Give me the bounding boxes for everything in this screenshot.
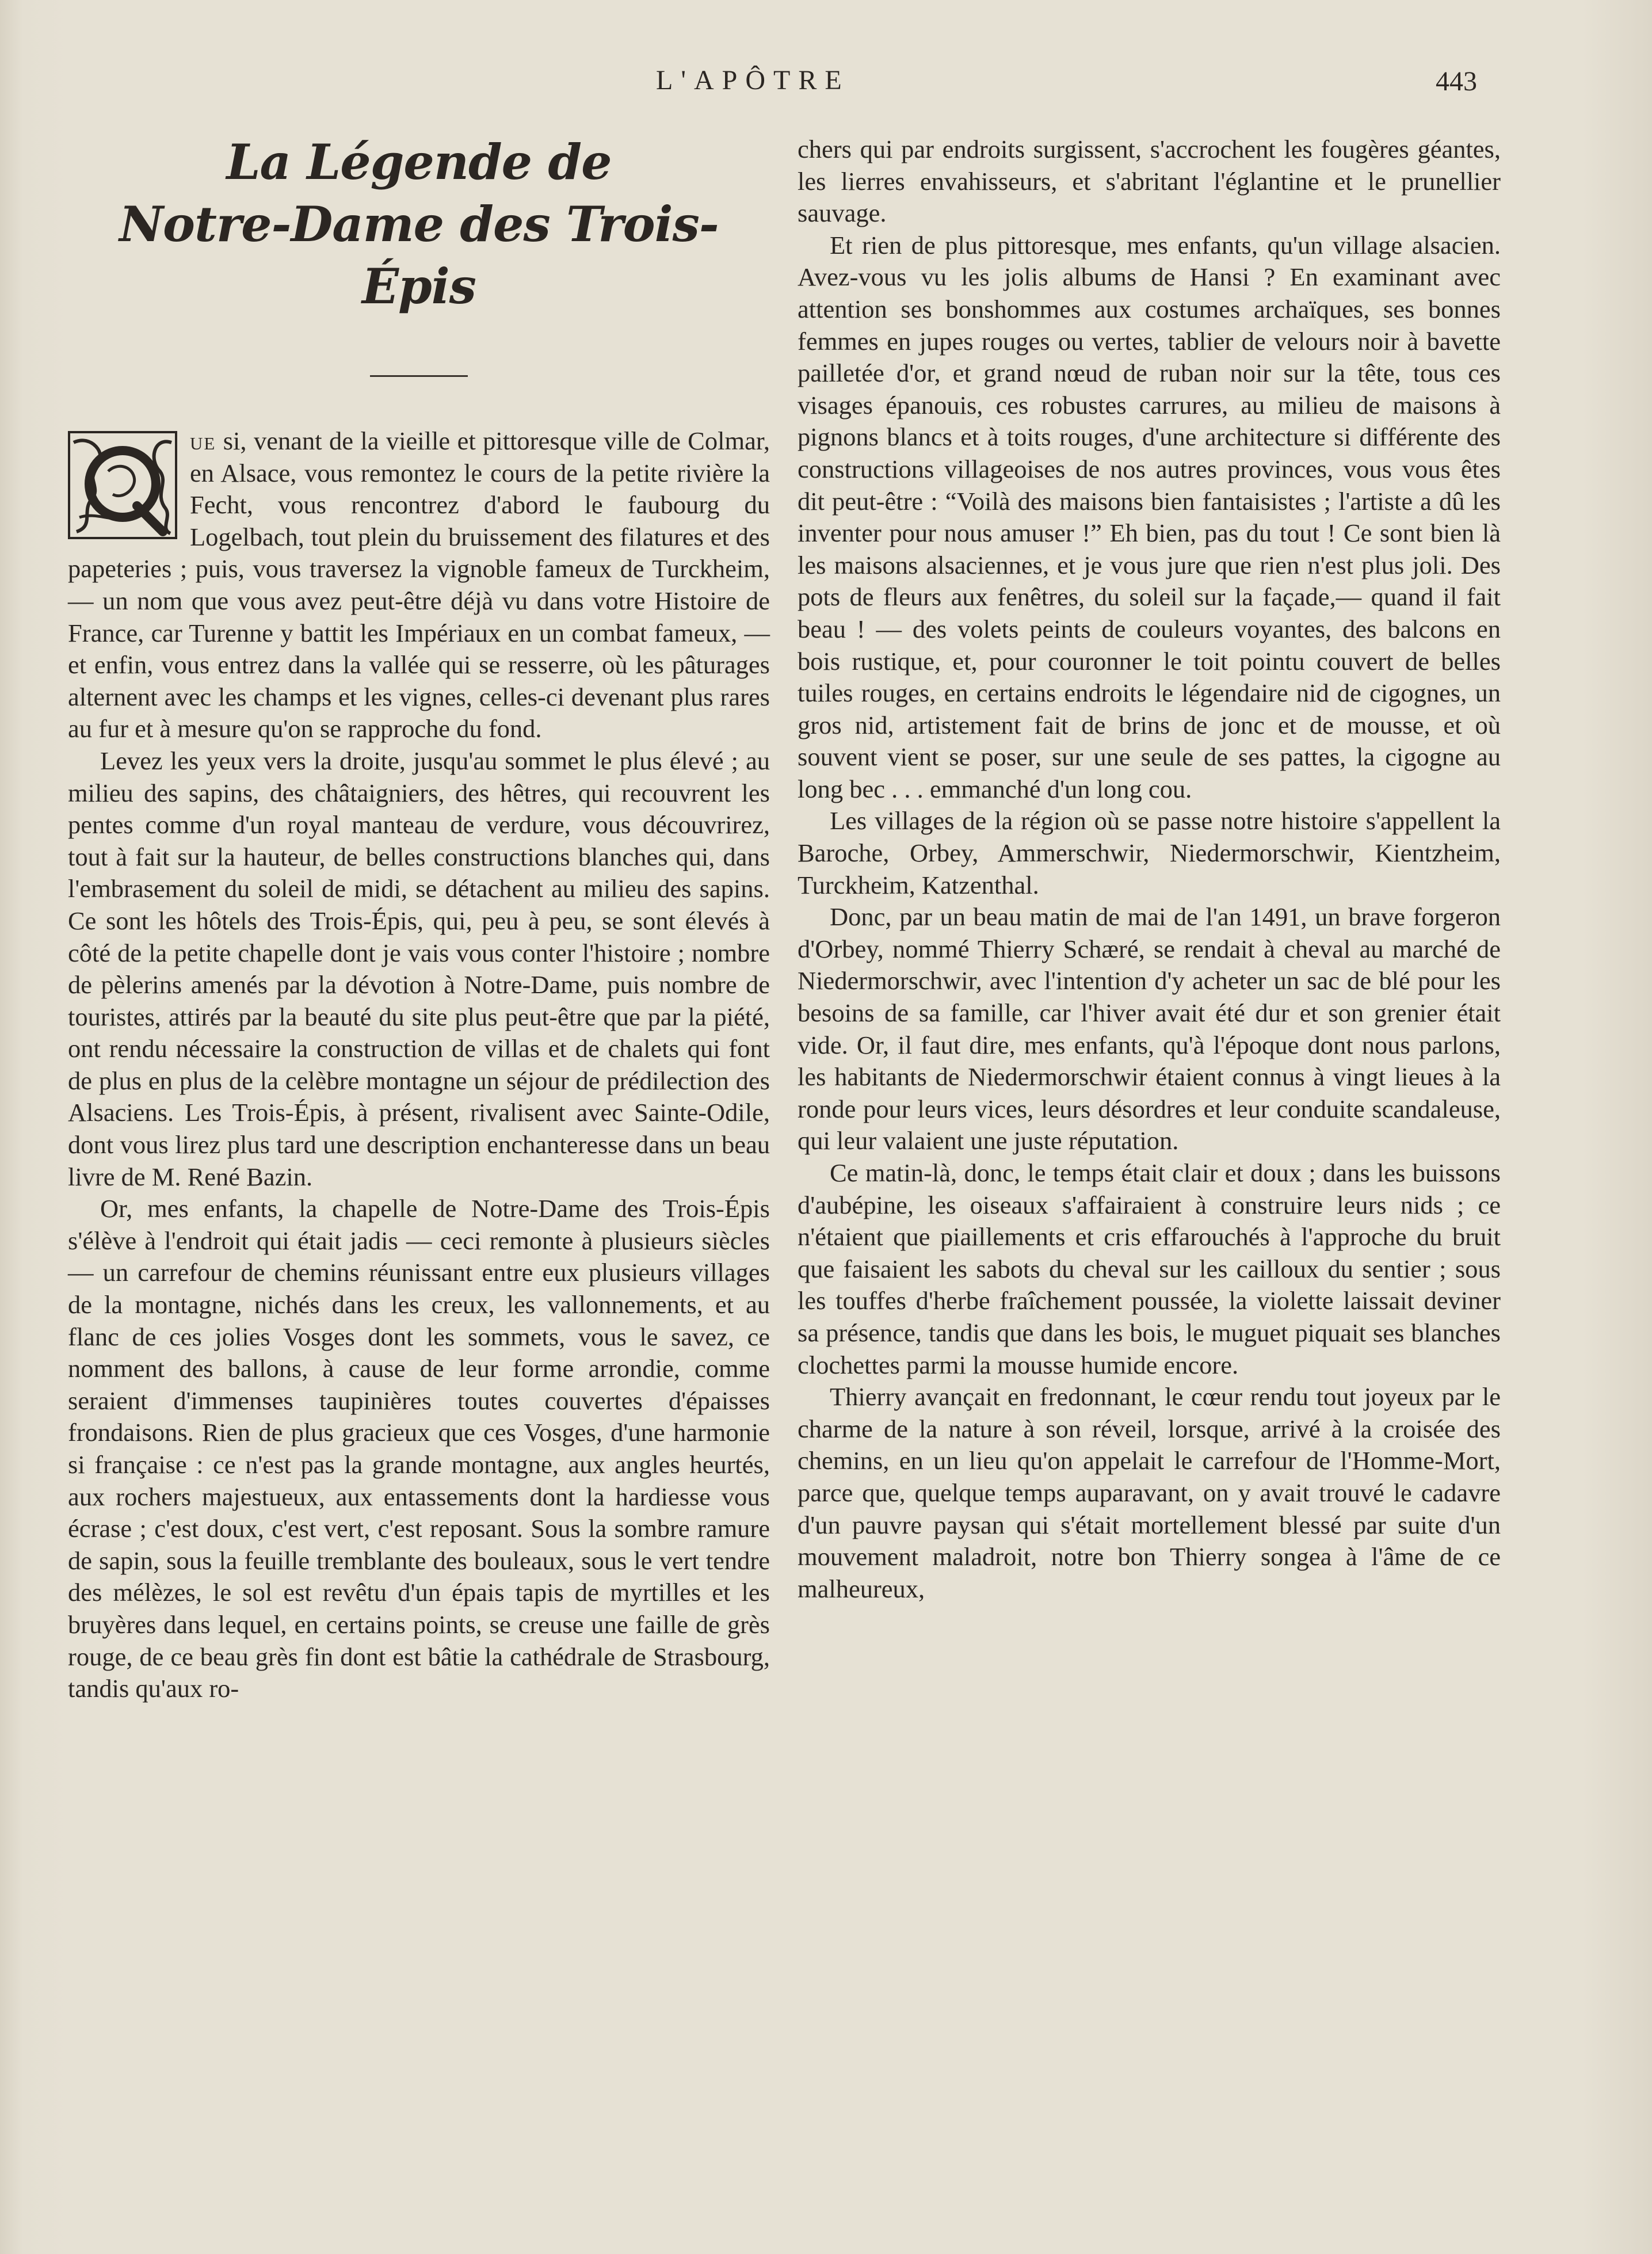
paragraph-2: Levez les yeux vers la droite, jusqu'au sommet le plus élevé ; au milieu des sapins, des châtaigniers, des hêtres, qui recouvrent les pentes comme d'un royal manteau de verdure, vous découvrirez, tout à fait sur la hauteur, de belles constructions blanches qui, dans l'embrasement du soleil de midi, se détachent au milieu des sapins. Ce sont les hôtels des Trois-Épis, qui, peu à peu, se sont élevés à côté de la petite chapelle dont je vais vous conter l'histoire ; nombre de pèlerins amenés par la dévotion à Notre-Dame, puis nombre de touristes, attirés par la beauté du site plus peut-être que par la piété, ont rendu nécessaire la construction de villas et de chalets qui font de plus en plus de la celèbre montagne un séjour de prédilection des Alsaciens. Les Trois-Épis, à présent, rivalisent avec Sainte-Odile, dont vous lirez plus tard une description enchanteresse dans un beau livre de M. René Bazin. <box>68 746 770 1191</box>
ornamental-drop-cap <box>68 431 177 539</box>
page-header <box>0 64 1652 105</box>
paragraph-8: Ce matin-là, donc, le temps était clair et doux ; dans les buissons d'aubépine, les oiseaux s'affairaient à construire leurs nids ; ce n'étaient que piaillements et cris effarouchés à l'approche du bruit que faisaient les sabots du cheval sur les cailloux du sentier ; sous les touffes d'herbe fraîchement poussée, la violette laissait deviner sa présence, tandis que dans les bois, le muguet piquait ses blanches clochettes parmi la mousse humide encore. <box>798 1158 1501 1379</box>
paragraph-3: Or, mes enfants, la chapelle de Notre-Dame des Trois-Épis s'élève à l'endroit qui était jadis — ceci remonte à plusieurs siècles — un carrefour de chemins réunissant entre eux plusieurs villages de la montagne, nichés dans les creux, les vallonnements, et au flanc de ces jolies Vosges dont les sommets, vous le savez, ce nomment des ballons, à cause de leur forme arrondie, comme seraient d'immenses taupinières toutes couvertes d'épaisses frondaisons. Rien de plus gracieux que ces Vosges, d'une harmonie si française : ce n'est pas la grande montagne, aux angles heurtés, aux rochers majestueux, aux entassements dont la hardiesse vous écrase ; c'est doux, c'est vert, c'est reposant. Sous la sombre ramure de sapin, sous la feuille tremblante des bouleaux, sous le vert tendre des mélèzes, le sol est revêtu d'un épais tapis de myrtilles et les bruyères dans lequel, en certains points, se creuse une faille de grès rouge, de ce beau grès fin dont est bâtie la cathédrale de Strasbourg, tandis qu'aux ro- <box>68 1194 770 1703</box>
paragraph-6: Les villages de la région où se passe notre histoire s'appellent la Baroche, Orbey, Ammerschwir, Niedermorschwir, Kientzheim, Turckheim, Katzenthal. <box>798 806 1501 899</box>
paragraph-1 <box>68 425 770 745</box>
svg-text:Q: Q <box>102 454 103 455</box>
paragraph-7: Donc, par un beau matin de mai de l'an 1491, un brave forgeron d'Orbey, nommé Thierry Schæré, se rendait à cheval au marché de Niedermorschwir, avec l'intention d'y acheter un sac de blé pour les besoins de sa famille, car l'hiver avait été dur et son grenier était vide. Or, il faut dire, mes enfants, qu'à l'époque dont nous parlons, les habitants de Niedermorschwir étaient connus à vingt lieues à la ronde pour leurs vices, leurs désordres et leur conduite scandaleuse, qui leur valaient une juste réputation. <box>798 902 1501 1155</box>
left-column <box>68 131 770 1705</box>
paragraph-4: chers qui par endroits surgissent, s'accrochent les fougères géantes, les lierres envahisseurs, et s'abritant l'églantine et le prunellier sauvage. <box>798 135 1501 228</box>
running-title: L'APÔTRE <box>656 65 850 96</box>
right-column <box>798 134 1501 1605</box>
article-title <box>68 131 770 318</box>
page-number: 443 <box>1436 66 1477 97</box>
paragraph-9: Thierry avançait en fredonnant, le cœur rendu tout joyeux par le charme de la nature à son réveil, lorsque, arrivé à la croisée des chemins, en un lieu qu'on appelait le carrefour de l'Homme-Mort, parce que, quelque temps auparavant, on y avait trouvé le cadavre d'un pauvre paysan qui s'était mortellement blessé par suite d'un mouvement maladroit, notre bon Thierry songea à l'âme de ce malheureux, <box>798 1382 1501 1603</box>
opening-small-caps: ue <box>190 426 216 455</box>
title-divider <box>370 375 468 377</box>
drop-cap-ornament-icon <box>68 431 177 539</box>
article-title-line-2: Notre-Dame des Trois-Épis <box>119 196 719 315</box>
article-title-line-1: La Légende de <box>226 134 612 190</box>
paragraph-5: Et rien de plus pittoresque, mes enfants, qu'un village alsacien. Avez-vous vu les jolis albums de Hansi ? En examinant avec attention ses bonshommes aux costumes archaïques, ses bonnes femmes en jupes rouges ou vertes, tablier de velours noir à bavette pailletée d'or, et grand nœud de ruban noir sur la tête, tous ces visages épanouis, ces robustes carrures, au milieu de maisons à pignons blancs et à toits rouges, d'une architecture si différente des constructions villageoises de nos autres provinces, vous vous êtes dit peut-être : “Voilà des maisons bien fantaisistes ; l'artiste a dû les inventer pour nous amuser !” Eh bien, pas du tout ! Ce sont bien là les maisons alsaciennes, et je vous jure que rien n'est plus joli. Des pots de fleurs aux fenêtres, du soleil sur la façade,— quand il fait beau ! — des volets peints de couleurs voyantes, des balcons en bois rustique, et, pour couronner le toit pointu couvert de belles tuiles rouges, en certains endroits le légendaire nid de cigognes, un gros nid, artistement fait de brins de jonc et de mousse, et où souvent vient se poser, sur une seule de ses pattes, la cigogne au long bec . . . emmanché d'un long cou. <box>798 230 1501 803</box>
paragraph-1-text: si, venant de la vieille et pittoresque ville de Colmar, en Alsace, vous remontez le cours de la petite rivière la Fecht, vous rencontrez d'abord le faubourg du Logelbach, tout plein du bruissement des filatures et des papeteries ; puis, vous traversez la vignoble fameux de Turckheim, — un nom que vous avez peut-être déjà vu dans votre Histoire de France, car Turenne y battit les Impériaux en un combat fameux, — et enfin, vous entrez dans la vallée qui se resserre, où les pâturages alternent avec les champs et les vignes, celles-ci devenant plus rares au fur et à mesure qu'on se rapproche du fond. <box>68 426 770 743</box>
